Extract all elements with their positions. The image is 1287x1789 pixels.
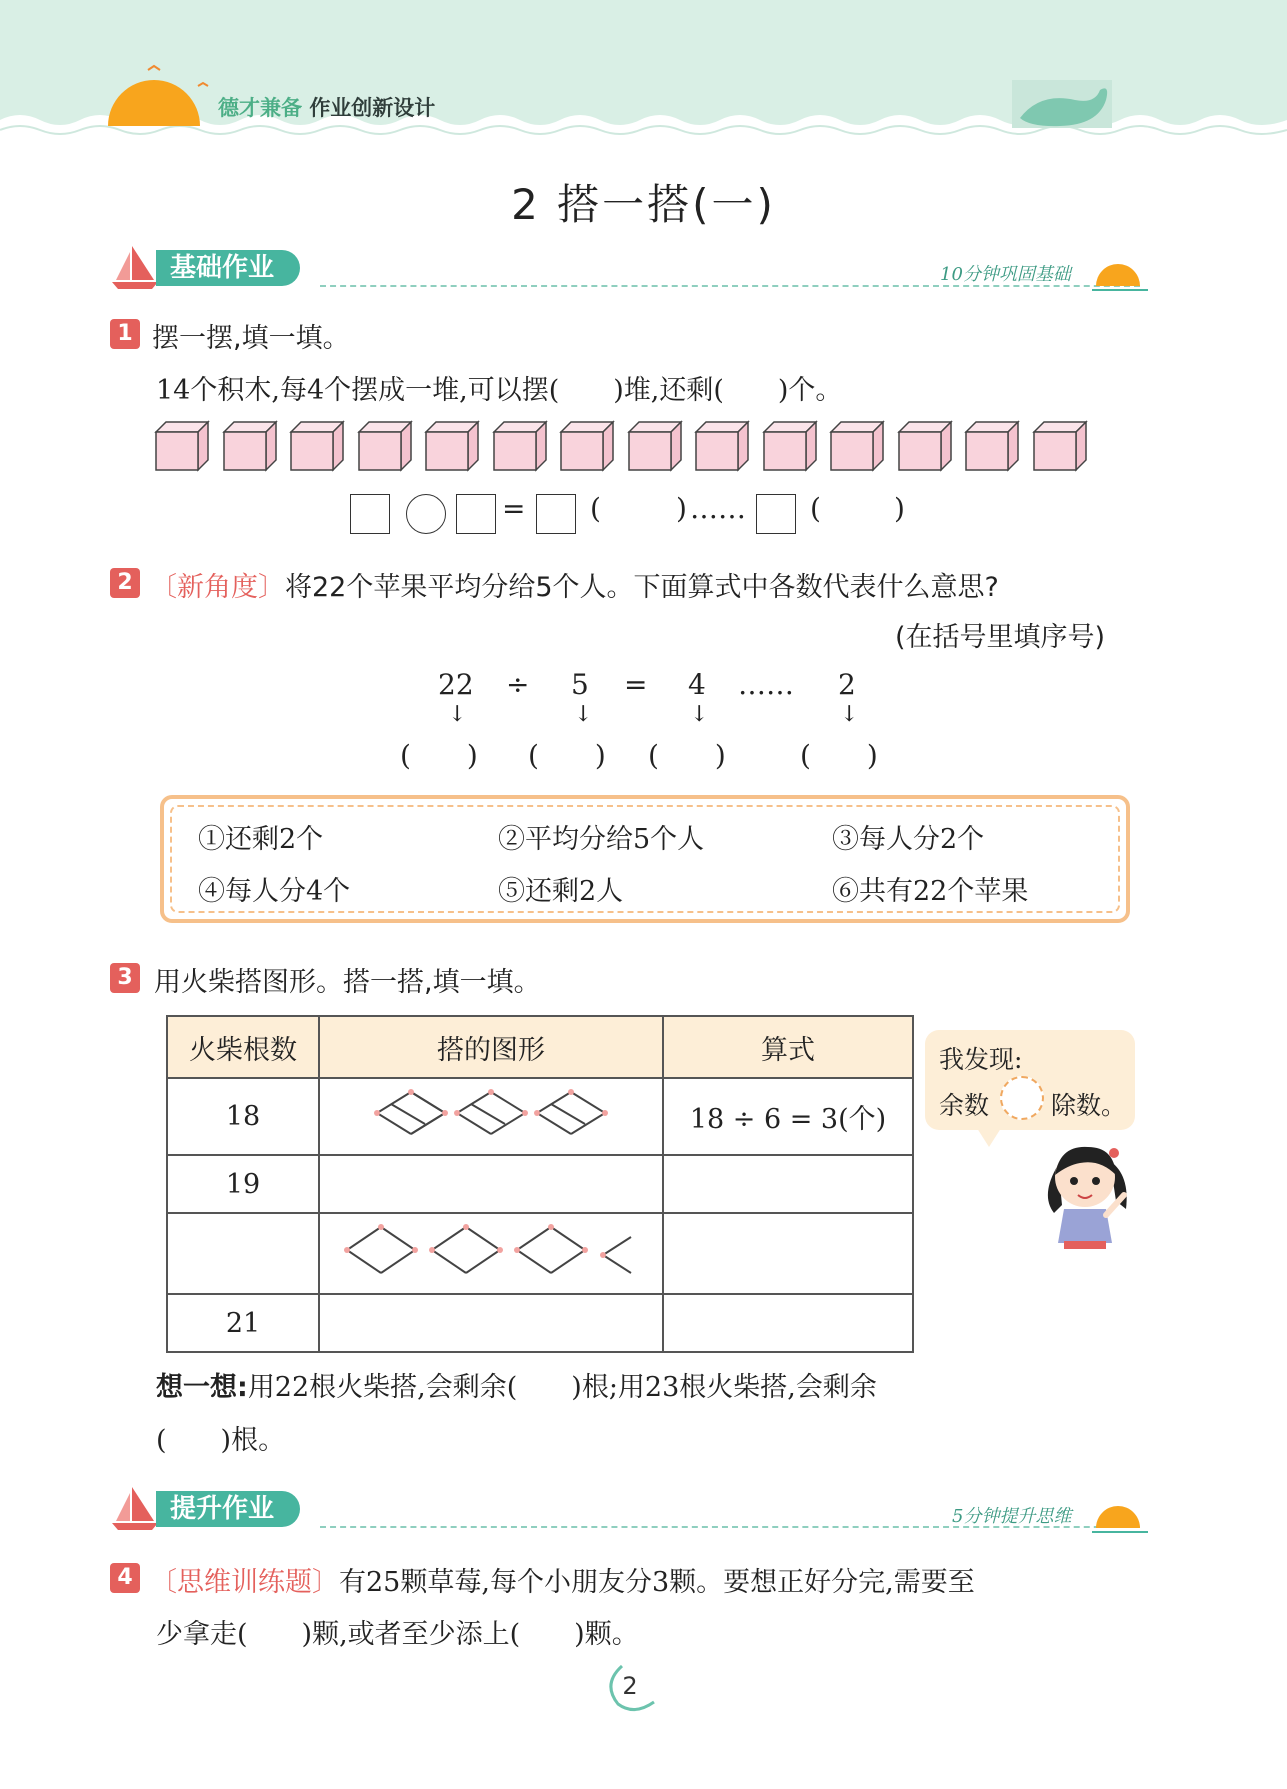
answer-blank[interactable]: ( )	[400, 739, 478, 772]
question-2-prompt: 将22个苹果平均分给5个人。下面算式中各数代表什么意思?	[285, 572, 999, 603]
think-line-1	[156, 1365, 1156, 1404]
table-row	[167, 1078, 913, 1155]
arrow-down-icon: ↓	[448, 702, 467, 727]
option-2: ②平均分给5个人	[498, 824, 705, 855]
row-shape	[319, 1078, 663, 1155]
answer-blank[interactable]: ( )	[528, 739, 606, 772]
sun-icon	[108, 80, 200, 126]
cube-block	[492, 420, 548, 472]
cube-block	[829, 420, 885, 472]
eq-dividend: 22	[438, 668, 474, 701]
header-brand: 德才兼备	[218, 96, 302, 120]
row-shape-blank[interactable]	[319, 1155, 663, 1213]
whale-icon	[1012, 80, 1112, 128]
question-3-number: 3	[110, 963, 140, 993]
blank-box[interactable]	[536, 494, 576, 534]
question-1-equation	[350, 492, 950, 538]
cube-block	[559, 420, 615, 472]
question-1-number: 1	[110, 319, 140, 349]
page-header	[0, 0, 1287, 150]
answer-blank[interactable]: ( )	[800, 739, 878, 772]
sun-icon	[1090, 1496, 1150, 1536]
question-2-number: 2	[110, 568, 140, 598]
question-2-hint: (在括号里填序号)	[895, 622, 1106, 653]
option-3: ③每人分2个	[832, 824, 985, 855]
cube-block	[357, 420, 413, 472]
row-count: 21	[167, 1294, 319, 1352]
question-4-text-1: 有25颗草莓,每个小朋友分3颗。要想正好分完,需要至	[339, 1567, 975, 1598]
section-basic-label: 基础作业	[156, 250, 300, 286]
cube-block	[762, 420, 818, 472]
row-count: 18	[167, 1078, 319, 1155]
arrow-down-icon: ↓	[840, 702, 859, 727]
option-1: ①还剩2个	[198, 824, 324, 855]
table-header-row	[167, 1016, 913, 1078]
cube-block	[154, 420, 210, 472]
table-row	[167, 1213, 913, 1294]
cube-block	[1032, 420, 1088, 472]
bubble-line-1: 我发现:	[939, 1045, 1023, 1074]
row-formula-blank[interactable]	[663, 1155, 913, 1213]
row-formula-blank[interactable]	[663, 1213, 913, 1294]
cube-row	[154, 420, 1094, 472]
answer-blank[interactable]: ( )	[648, 739, 726, 772]
option-6: ⑥共有22个苹果	[832, 876, 1029, 907]
cube-block	[897, 420, 953, 472]
row-formula-blank[interactable]	[663, 1294, 913, 1352]
cube-block	[964, 420, 1020, 472]
paren-open: (	[590, 492, 601, 525]
blank-box[interactable]	[350, 494, 390, 534]
think-text-2: ( )根。	[156, 1425, 286, 1456]
question-2-tag: 〔新角度〕	[150, 572, 285, 603]
eq-equals: =	[624, 668, 648, 701]
eq-divide-sign: ÷	[506, 668, 530, 701]
question-1-text: 14个积木,每4个摆成一堆,可以摆( )堆,还剩( )个。	[156, 375, 843, 406]
header-count: 火柴根数	[167, 1016, 319, 1078]
girl-illustration	[1030, 1135, 1140, 1255]
question-1-prompt: 摆一摆,填一填。	[152, 323, 350, 354]
section-basic-sub: 10分钟巩固基础	[940, 264, 1071, 285]
bubble-remainder-label: 余数	[939, 1091, 990, 1120]
header-formula: 算式	[663, 1016, 913, 1078]
sun-icon	[1090, 254, 1150, 294]
matchstick-figure	[371, 1080, 611, 1146]
header-subtitle: 作业创新设计	[309, 96, 436, 120]
arrow-down-icon: ↓	[574, 702, 593, 727]
question-4-number: 4	[110, 1563, 140, 1593]
header-title	[218, 92, 435, 122]
think-label: 想一想:	[156, 1372, 248, 1403]
eq-remainder: 2	[838, 668, 856, 701]
option-4: ④每人分4个	[198, 876, 351, 907]
section-advanced-label: 提升作业	[156, 1491, 300, 1527]
matchstick-table	[166, 1015, 914, 1353]
think-text-1: 用22根火柴搭,会剩余( )根;用23根火柴搭,会剩余	[247, 1372, 877, 1403]
paren-close: )	[894, 492, 905, 525]
row-shape	[319, 1213, 663, 1294]
paren-close: )	[676, 492, 687, 525]
arrow-down-icon: ↓	[690, 702, 709, 727]
row-shape-blank[interactable]	[319, 1294, 663, 1352]
blank-operator-circle[interactable]	[406, 494, 446, 534]
question-2-equation	[400, 668, 920, 788]
cube-block	[694, 420, 750, 472]
paren-open: (	[810, 492, 821, 525]
table-row	[167, 1294, 913, 1352]
row-count: 19	[167, 1155, 319, 1213]
compare-blank-circle[interactable]	[1000, 1076, 1044, 1120]
eq-dots: ……	[738, 668, 794, 701]
question-2-line	[150, 565, 1150, 604]
blank-box[interactable]	[756, 494, 796, 534]
page-title: 2 搭一搭(一)	[511, 180, 776, 229]
sailboat-icon	[110, 244, 160, 290]
question-4-line-1	[150, 1560, 1150, 1599]
page-number: 2	[622, 1672, 638, 1700]
speech-bubble-tail	[975, 1125, 1003, 1147]
eq-quotient: 4	[688, 668, 706, 701]
option-5: ⑤还剩2人	[498, 876, 624, 907]
row-count-blank[interactable]	[167, 1213, 319, 1294]
header-shape: 搭的图形	[319, 1016, 663, 1078]
table-row	[167, 1155, 913, 1213]
cube-block	[222, 420, 278, 472]
cube-block	[424, 420, 480, 472]
question-4-tag: 〔思维训练题〕	[150, 1567, 339, 1598]
eq-divisor: 5	[571, 668, 589, 701]
matchstick-figure	[341, 1215, 641, 1285]
cube-block	[289, 420, 345, 472]
question-4-text-2: 少拿走( )颗,或者至少添上( )颗。	[156, 1619, 639, 1650]
sailboat-icon	[110, 1485, 160, 1531]
bubble-divisor-label: 除数。	[1051, 1091, 1127, 1120]
blank-box[interactable]	[456, 494, 496, 534]
section-advanced-sub: 5分钟提升思维	[952, 1506, 1072, 1527]
equals-sign: =	[502, 492, 526, 525]
question-3-prompt: 用火柴搭图形。搭一搭,填一填。	[154, 967, 541, 998]
remainder-dots: ……	[690, 492, 746, 525]
header-decoration	[0, 0, 1287, 150]
row-formula: 18 ÷ 6 = 3(个)	[663, 1078, 913, 1155]
options-box	[160, 795, 1130, 923]
cube-block	[627, 420, 683, 472]
